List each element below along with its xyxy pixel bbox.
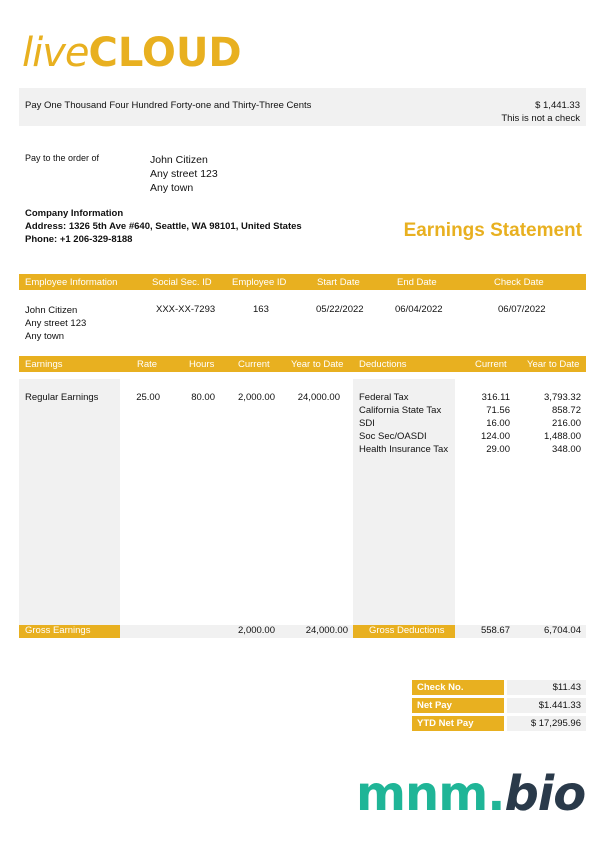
deduction-ytd: 348.00 [551,444,581,455]
not-a-check-note: This is not a check [501,113,580,124]
check-no-value: $11.43 [507,680,586,695]
header-hours: Hours [189,359,215,370]
earnings-table-header [19,356,586,372]
company-phone: Phone: +1 206-329-8188 [25,234,133,245]
employee-street: Any street 123 [25,318,87,329]
header-deductions: Deductions [359,359,407,370]
net-pay-label: Net Pay [412,698,504,713]
header-end-date: End Date [397,277,437,288]
deduction-current: 124.00 [480,431,510,442]
employee-ssn: XXX-XX-7293 [156,304,216,315]
earning-name: Regular Earnings [25,392,99,403]
payee-name: John Citizen [150,154,208,166]
net-pay-value: $1.441.33 [507,698,586,713]
logo-text-live: live [22,30,89,76]
summary-ytd-net-pay [412,716,586,731]
statement-title: Earnings Statement [403,220,582,241]
gross-deductions-label-cell [353,625,455,638]
payee-street: Any street 123 [150,168,218,180]
ytd-net-pay-label: YTD Net Pay [412,716,504,731]
amount-in-words: Pay One Thousand Four Hundred Forty-one and Thirty-Three Cents [25,100,312,111]
deduction-current: 316.11 [481,392,510,403]
watermark-text-mnm: mnm. [356,766,505,822]
gross-deductions-label: Gross Deductions [369,625,445,636]
watermark-logo [356,766,585,822]
deduction-name: Federal Tax [359,392,409,403]
logo-text-cloud: CLOUD [88,30,242,76]
header-employee-info: Employee Information [25,277,118,288]
employee-town: Any town [25,331,65,342]
header-deduction-ytd: Year to Date [527,359,580,370]
deduction-current: 29.00 [486,444,510,455]
deduction-name: California State Tax [359,405,442,416]
gross-deductions-ytd: 6,704.04 [544,625,581,636]
check-date: 06/07/2022 [498,304,546,315]
earning-ytd: 24,000.00 [297,392,340,403]
gross-earnings-current: 2,000.00 [238,625,275,636]
company-logo [22,30,242,74]
gross-earnings-label: Gross Earnings [25,625,91,636]
header-check-date: Check Date [494,277,544,288]
header-ytd: Year to Date [291,359,344,370]
ytd-net-pay-value: $ 17,295.96 [507,716,586,731]
deduction-current: 71.56 [486,405,510,416]
company-info [25,207,302,246]
deduction-name: Health Insurance Tax [359,444,449,455]
deduction-name: Soc Sec/OASDI [359,431,427,442]
header-earnings: Earnings [25,359,63,370]
employee-name: John Citizen [25,305,78,316]
gross-earnings-label-cell [19,625,120,638]
pay-to-label: Pay to the order of [25,153,100,163]
deduction-name: SDI [359,418,375,429]
deduction-ytd: 858.72 [551,405,581,416]
summary-check-no [412,680,586,695]
header-deduction-current: Current [475,359,507,370]
pay-amount-bar [19,88,586,126]
earning-current: 2,000.00 [238,392,275,403]
payee-town: Any town [150,182,194,194]
pay-amount: $ 1,441.33 [535,100,580,111]
header-ssn: Social Sec. ID [152,277,212,288]
watermark-text-bio: bio [504,766,586,822]
earning-hours: 80.00 [191,392,215,403]
deduction-current: 16.00 [486,418,510,429]
deduction-ytd: 1,488.00 [544,431,581,442]
end-date: 06/04/2022 [395,304,443,315]
gross-deductions-current: 558.67 [480,625,510,636]
payee-block [150,153,218,195]
summary-net-pay [412,698,586,713]
earnings-name-column [19,379,120,625]
company-heading: Company Information [25,208,124,219]
employee-info [25,304,86,343]
header-start-date: Start Date [317,277,360,288]
earning-rate: 25.00 [136,392,160,403]
employee-row [19,300,586,344]
employee-id: 163 [253,304,269,315]
gross-earnings-ytd: 24,000.00 [305,625,348,636]
header-rate: Rate [137,359,158,370]
company-address: Address: 1326 5th Ave #640, Seattle, WA 98101, United States [25,221,302,232]
header-employee-id: Employee ID [232,277,287,288]
gross-earnings-values [120,625,353,638]
start-date: 05/22/2022 [316,304,364,315]
deduction-ytd: 216.00 [551,418,581,429]
check-no-label: Check No. [412,680,504,695]
deduction-ytd: 3,793.32 [544,392,581,403]
header-current: Current [238,359,270,370]
employee-table-header [19,274,586,290]
gross-deductions-values [455,625,586,638]
